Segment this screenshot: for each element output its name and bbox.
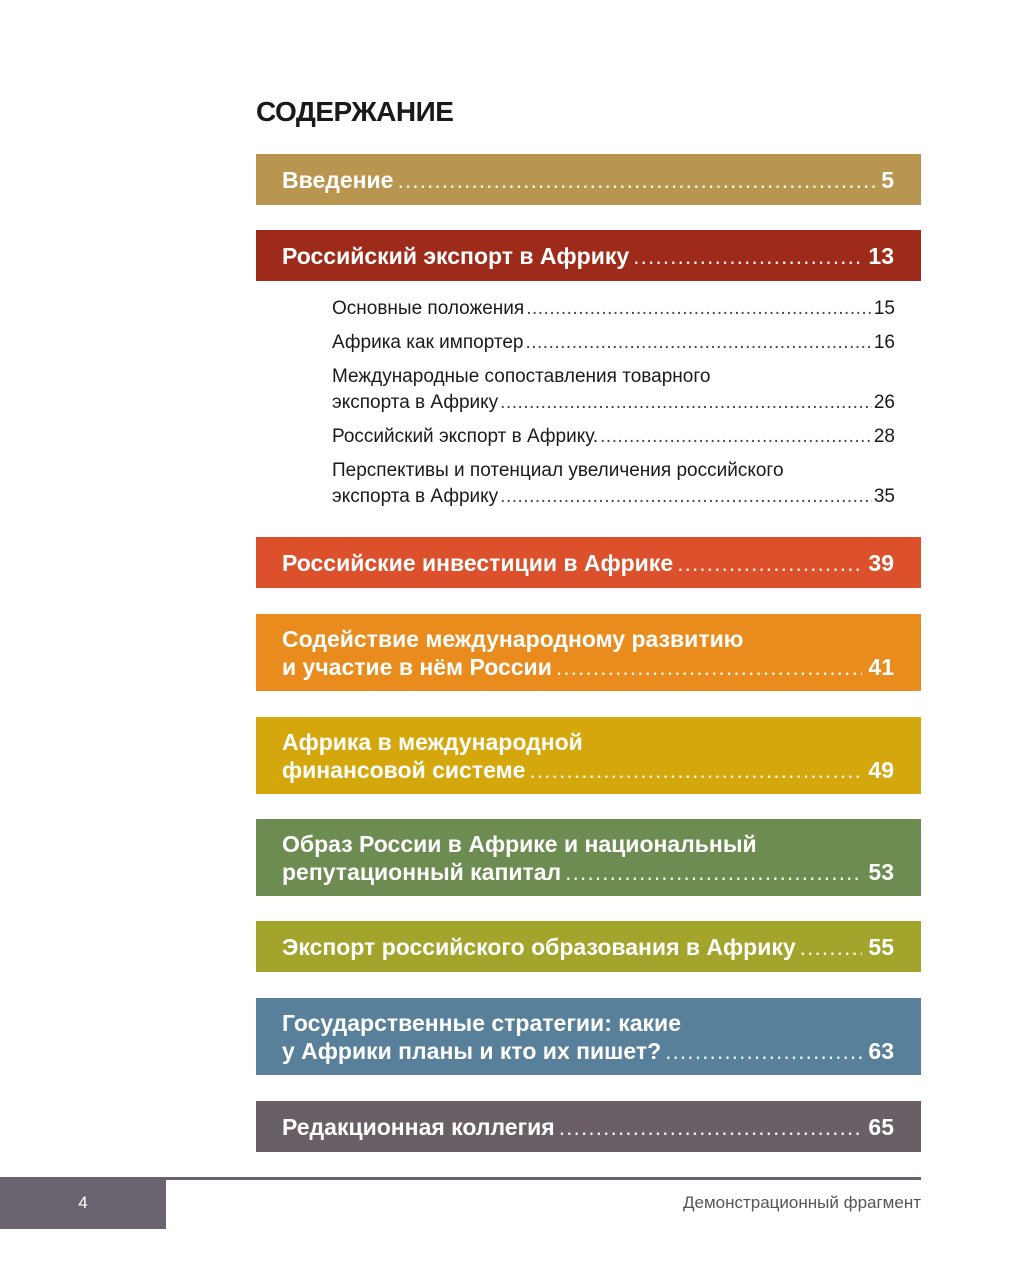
section-title: репутационный капитал: [282, 858, 562, 885]
toc-subsection[interactable]: [332, 330, 895, 356]
page-number: 39: [868, 549, 894, 576]
toc-section-introduction[interactable]: [256, 154, 921, 205]
section-title-line: Африка в международной: [282, 728, 583, 755]
toc-section-financial-system[interactable]: [256, 717, 921, 794]
toc-section-russian-investment[interactable]: [256, 537, 921, 588]
dot-leader: [529, 756, 862, 784]
page-number: 28: [873, 426, 895, 447]
toc-row: [282, 549, 894, 577]
toc-subsection[interactable]: [332, 458, 895, 510]
section-title: Редакционная коллегия: [282, 1113, 555, 1140]
dot-leader: [526, 296, 872, 322]
page-number: 41: [868, 653, 894, 680]
toc-section-development-assistance[interactable]: [256, 614, 921, 691]
page-number: 13: [868, 242, 894, 269]
page-number: 65: [868, 1113, 894, 1140]
subsection-title-line: Перспективы и потенциал увеличения российского: [332, 460, 784, 481]
page-number: 16: [873, 332, 895, 353]
toc-section-russian-export[interactable]: [256, 230, 921, 281]
page-number: 35: [873, 486, 895, 507]
page-title: СОДЕРЖАНИЕ: [256, 96, 454, 127]
dot-leader: [397, 166, 875, 194]
page-number: 55: [868, 933, 894, 960]
section-title-line: Образ России в Африке и национальный: [282, 830, 757, 857]
subsection-title: экспорта в Африку: [332, 392, 499, 413]
toc-row: [282, 858, 894, 886]
toc-subsection[interactable]: [332, 296, 895, 322]
footer-rule: [166, 1177, 921, 1180]
dot-leader: [600, 424, 872, 450]
subsection-title-line: Международные сопоставления товарного: [332, 366, 711, 387]
toc-row: [282, 933, 894, 961]
page-number: 63: [868, 1037, 894, 1064]
dot-leader: [800, 933, 863, 961]
toc-subsection[interactable]: [332, 424, 895, 450]
footer-note: Демонстрационный фрагмент: [682, 1193, 921, 1212]
dot-leader: [565, 858, 862, 886]
subsection-title: Основные положения: [332, 298, 525, 319]
dot-leader: [525, 330, 871, 356]
subsection-title: Российский экспорт в Африку.: [332, 426, 599, 447]
section-title: Экспорт российского образования в Африку: [282, 933, 796, 960]
toc-row: [282, 242, 894, 270]
toc-row: [282, 1113, 894, 1141]
page-number: 15: [873, 298, 895, 319]
section-title: финансовой системе: [282, 756, 526, 783]
toc-subsection[interactable]: [332, 364, 895, 416]
section-title: Российские инвестиции в Африке: [282, 549, 674, 576]
dot-leader: [633, 242, 862, 270]
toc-row: [332, 424, 895, 450]
toc-row: [282, 166, 894, 194]
section-title: Введение: [282, 166, 394, 193]
toc-section-state-strategies[interactable]: [256, 998, 921, 1075]
toc-row: [282, 756, 894, 784]
toc-row: [332, 330, 895, 356]
section-title: у Африки планы и кто их пишет?: [282, 1037, 662, 1064]
dot-leader: [556, 653, 863, 681]
toc-section-russia-image[interactable]: [256, 819, 921, 896]
dot-leader: [559, 1113, 863, 1141]
subsection-title: Африка как импортер: [332, 332, 524, 353]
toc-row: [282, 1037, 894, 1065]
toc-section-editorial-board[interactable]: [256, 1101, 921, 1152]
toc-row: [332, 484, 895, 510]
section-title: и участие в нём России: [282, 653, 552, 680]
page-number: 53: [868, 858, 894, 885]
toc-section-education-export[interactable]: [256, 921, 921, 972]
toc-row: [282, 653, 894, 681]
dot-leader: [500, 484, 872, 510]
footer-page-number: 4: [0, 1177, 166, 1229]
page-number: 5: [881, 166, 894, 193]
subsection-list: [332, 296, 895, 518]
dot-leader: [500, 390, 872, 416]
page-number: 26: [873, 392, 895, 413]
section-title-line: Содействие международному развитию: [282, 625, 744, 652]
subsection-title: экспорта в Африку: [332, 486, 499, 507]
dot-leader: [665, 1037, 862, 1065]
toc-row: [332, 390, 895, 416]
page-number: 49: [868, 756, 894, 783]
section-title-line: Государственные стратегии: какие: [282, 1009, 681, 1036]
section-title: Российский экспорт в Африку: [282, 242, 630, 269]
toc-row: [332, 296, 895, 322]
dot-leader: [677, 549, 862, 577]
